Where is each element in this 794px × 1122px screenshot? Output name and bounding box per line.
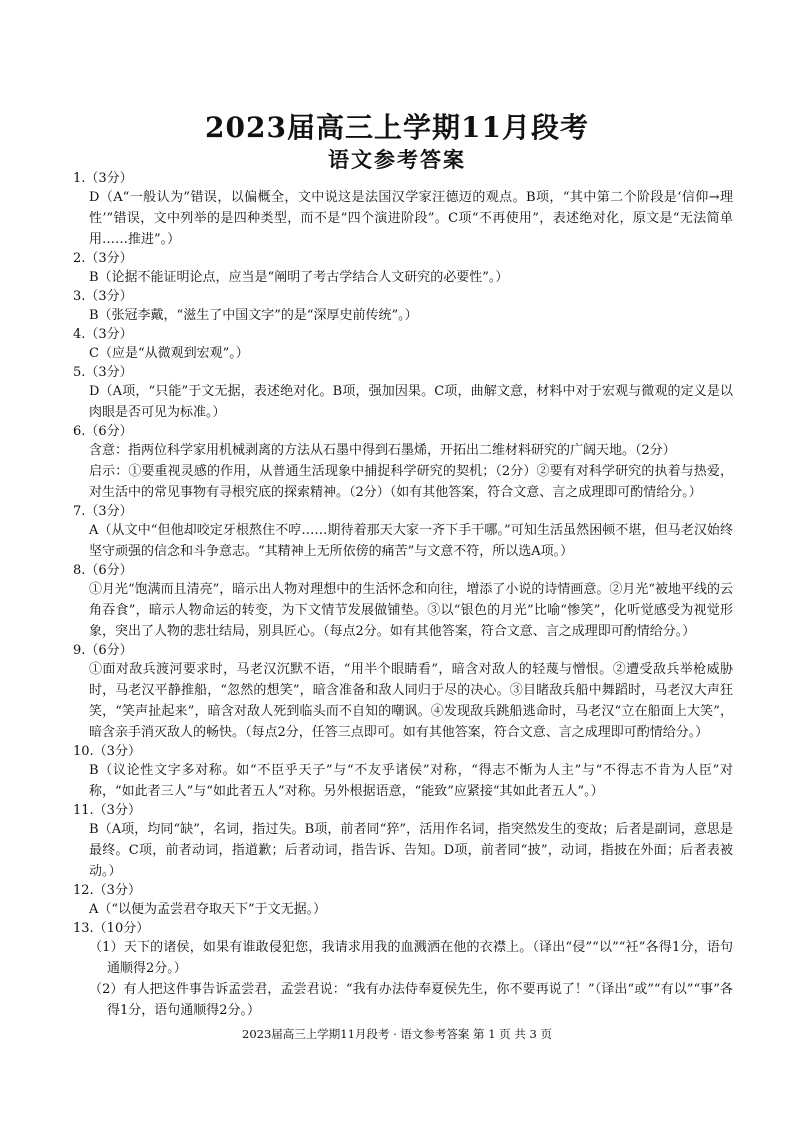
- question-11: [73, 802, 733, 882]
- answer-text: B（张冠李戴，“滋生了中国文字”的是“深厚史前传统”。）: [89, 308, 418, 323]
- answer-text: B（论据不能证明论点，应当是“阐明了考古学结合人文研究的必要性”。）: [89, 270, 509, 285]
- answer-text: A（“以便为孟尝君夺取天下”于文无据。）: [89, 902, 327, 917]
- question-10: [73, 743, 733, 802]
- question-6: [73, 423, 733, 503]
- answer-text: B（议论性文字多对称。如“不臣乎天子”与“不友乎诸侯”对称，“得志不惭为人主”与“不得志不肯为人臣”对称，“如此者三人”与“如此者五人”对称。另外根据语意，“能致”应紧接“其如此者五人”。）: [89, 763, 733, 799]
- answer-text: ①月光“饱满而且清亮”，暗示出人物对理想中的生活怀念和向往，增添了小说的诗情画意。②月光“被地平线的云角吞食”，暗示人物命运的转变，为下文情节发展做铺垫。③以“银色的月光”比喻“惨笑”，化听觉感受为视觉形象，突出了人物的悲壮结局，别具匠心。（每点2分。如有其他答案，符合文意、言之成理即可酌情给分。）: [89, 582, 733, 639]
- question-header: 4.（3分）: [73, 327, 133, 342]
- question-header: 11.（3分）: [73, 803, 141, 818]
- question-13: [73, 920, 733, 1021]
- page-subtitle: 语文参考答案: [328, 147, 466, 172]
- question-9: [73, 642, 733, 743]
- question-header: 7.（3分）: [73, 504, 133, 519]
- question-header: 10.（3分）: [73, 744, 141, 759]
- question-1: [73, 170, 733, 250]
- question-header: 1.（3分）: [73, 171, 133, 186]
- question-header: 3.（3分）: [73, 289, 133, 304]
- question-header: 8.（6分）: [73, 563, 133, 578]
- question-header: 12.（3分）: [73, 883, 141, 898]
- answer-text: C（应是“从微观到宏观”。）: [89, 346, 249, 361]
- sub-answer-text: （2）有人把这件事告诉孟尝君，孟尝君说：“我有办法侍奉夏侯先生，你不要再说了！”（译出“或”“有以”“事”各得1分，语句通顺得2分。）: [89, 982, 733, 1018]
- question-12: [73, 882, 733, 920]
- question-header: 5.（3分）: [73, 365, 133, 380]
- question-2: [73, 250, 733, 288]
- answer-text: 启示：①要重视灵感的作用，从普通生活现象中捕捉科学研究的契机；（2分）②要有对科学研究的执着与热爱，对生活中的常见事物有寻根究底的探索精神。（2分）（如有其他答案，符合文意、言之成理即可酌情给分。）: [89, 464, 733, 500]
- page-title: 2023届高三上学期11月段考: [205, 111, 589, 144]
- question-header: 9.（6分）: [73, 643, 133, 658]
- question-5: [73, 364, 733, 423]
- answer-text: ①面对敌兵渡河要求时，马老汉沉默不语，“用半个眼睛看”，暗含对敌人的轻蔑与憎恨。②遭受敌兵举枪威胁时，马老汉平静推船，“忽然的想笑”，暗含准备和敌人同归于尽的决心。③目睹敌兵船中舞蹈时，马老汉大声狂笑，“笑声扯起来”，暗含对敌人死到临头而不自知的嘲讽。④发现敌兵跳船逃命时，马老汉“立在船面上大笑”，暗含亲手消灭敌人的畅快。（每点2分，任答三点即可。如有其他答案，符合文意、言之成理即可酌情给分。）: [89, 662, 733, 740]
- answer-text: B（A项，均同“缺”，名词，指过失。B项，前者同“猝”，活用作名词，指突然发生的变故；后者是副词，意思是最终。C项，前者动词，指道歉；后者动词，指告诉、告知。D项，前者同“披”，动词，指披在外面；后者表被动。）: [89, 822, 733, 879]
- question-header: 6.（6分）: [73, 424, 133, 439]
- page-footer: 2023届高三上学期11月段考 · 语文参考答案 第 1 页 共 3 页: [242, 1027, 552, 1041]
- answer-text: D（A“一般认为”错误，以偏概全，文中说这是法国汉学家汪德迈的观点。B项，“其中第二个阶段是‘信仰→理性’”错误，文中列举的是四种类型，而不是“四个演进阶段”。C项“不再使用”，表述绝对化，原文是“无法简单用……推进”。）: [89, 190, 733, 247]
- answer-text: 含意：指两位科学家用机械剥离的方法从石墨中得到石墨烯，开拓出二维材料研究的广阔天地。（2分）: [89, 443, 676, 458]
- question-7: [73, 503, 733, 562]
- answer-list: [73, 170, 733, 1021]
- question-8: [73, 562, 733, 642]
- question-3: [73, 288, 733, 326]
- question-4: [73, 326, 733, 364]
- question-header: 13.（10分）: [73, 921, 150, 936]
- sub-answer-text: （1）天下的诸侯，如果有谁敢侵犯您，我请求用我的血溅洒在他的衣襟上。（译出“侵”“以”“衽”各得1分，语句通顺得2分。）: [89, 940, 733, 976]
- answer-text: D（A项，“只能”于文无据，表述绝对化。B项，强加因果。C项，曲解文意，材料中对于宏观与微观的定义是以肉眼是否可见为标准。）: [89, 384, 733, 420]
- question-header: 2.（3分）: [73, 251, 133, 266]
- answer-text: A（从文中“但他却咬定牙根熬住不哼……期待着那天大家一齐下手干哪。”可知生活虽然困顿不堪，但马老汉始终坚守顽强的信念和斗争意志。“其精神上无所依傍的痛苦”与文意不符，所以选A项。）: [89, 523, 733, 559]
